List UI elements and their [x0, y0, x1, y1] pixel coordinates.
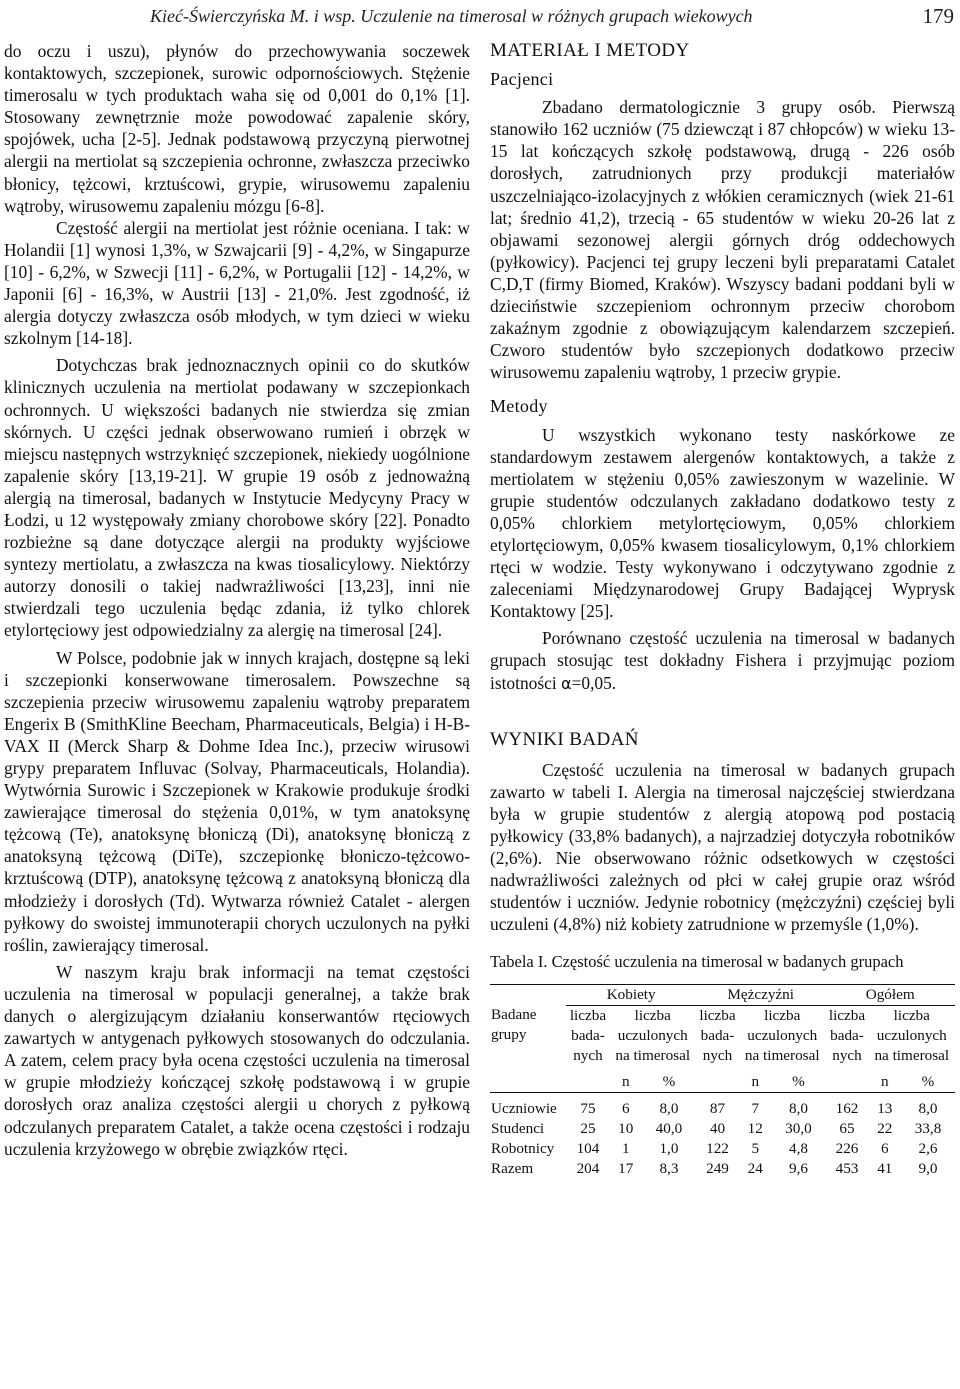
paragraph — [490, 627, 955, 694]
table-cell: 226 — [835, 1139, 859, 1157]
paragraph: Dotychczas brak jednoznacznych opinii co do skutków klinicznych uczulenia na mertiolat podawany w szczepionkach ochronnych. U większości badanych nie stwierdza się zmian skórnych. U części jednak obserwowano rumień i obrzęk w miejscu następnych wstrzyknięć szczepionek, niekiedy uogólnione zapalenie skóry [13,19-21]. W grupie 19 osób z jednoważną alergią na timerosal, badanych w Instytucie Medycyny Pracy w Łodzi, u 12 występowały zmiany chorobowe skóry [22]. Ponadto rozbieżne są dane dotyczące alergii na produkty wyjściowe syntezy mertiolatu, a zwłaszcza na kwas tiosalicylowy. Niektórzy autorzy donosili o takiej nadwrażliwości [13,23], inni nie stwierdzali tego uczulenia będąc zdania, iż tylko chlorek etylortęciowy jest odpowiedzialny za alergię na timerosal [24]. — [4, 355, 470, 641]
table-group-header: Ogółem — [825, 984, 955, 1005]
table-cell: 25 — [580, 1119, 596, 1137]
table-row — [490, 1139, 955, 1159]
table-cell: 17 — [618, 1159, 634, 1177]
data-table — [490, 984, 955, 1179]
paragraph-text: =0,05. — [571, 672, 617, 693]
unit-percent: % — [901, 1066, 955, 1093]
table-cell: 2,6 — [918, 1139, 938, 1157]
table-cell: 22 — [877, 1119, 893, 1137]
table-cell: 13 — [877, 1099, 893, 1117]
table-group-header: Kobiety — [566, 984, 696, 1005]
table-cell: 10 — [618, 1119, 634, 1137]
unit-n: n — [739, 1066, 771, 1093]
table-cell: 8,0 — [918, 1099, 938, 1117]
table-cell: 12 — [747, 1119, 763, 1137]
page-number: 179 — [922, 4, 954, 28]
table-cell: 30,0 — [785, 1119, 812, 1137]
section-heading-results: WYNIKI BADAŃ — [490, 728, 639, 750]
table-cell: 6 — [621, 1099, 630, 1117]
running-header — [150, 4, 954, 30]
unit-n: n — [610, 1066, 642, 1093]
table-cell: 4,8 — [788, 1139, 808, 1157]
unit-n: n — [869, 1066, 901, 1093]
table-cell: 75 — [580, 1099, 596, 1117]
section-heading-methods: MATERIAŁ I METODY — [490, 40, 690, 61]
table-row-label: Uczniowie — [491, 1099, 557, 1117]
table-row-label: Robotnicy — [491, 1139, 555, 1157]
table-row-label: Studenci — [491, 1119, 545, 1137]
table-header-cell: liczba bada- nych — [828, 1006, 866, 1064]
table-group-header: Mężczyźni — [696, 984, 826, 1005]
table-header-cell: liczba bada- nych — [699, 1006, 736, 1064]
table-cell: 40,0 — [655, 1119, 683, 1137]
left-column — [4, 40, 470, 1160]
table-header-cell: liczba uczulonych na timerosal — [874, 1006, 950, 1064]
table-cell: 8,3 — [659, 1159, 679, 1177]
table-cell: 8,0 — [788, 1099, 808, 1117]
subheading-methods: Metody — [490, 396, 548, 417]
table-cell: 65 — [839, 1119, 855, 1137]
table-group-header-row — [490, 984, 955, 1005]
paragraph: Zbadano dermatologicznie 3 grupy osób. Pierwszą stanowiło 162 uczniów (75 dziewcząt i 87 chłopców) w wieku 13-15 lat kończących szkołę podstawową, drugą - 226 osób dorosłych, zatrudnionych przy produkcji materiałów uszczelniająco-izolacyjnych z włókien ceramicznych (wiek 21-61 lat; średnio 41,2), trzecią - 65 studentów w wieku 20-26 lat z objawami sezonowej alergii górnych dróg oddechowych (pyłkowicy). Pacjenci tej grupy leczeni byli preparatami Catalet C,D,T (firmy Biomed, Kraków). Wszyscy badani poddani byli w dzieciństwie szczepieniom ochronnym przeciw chorobom zakaźnym zgodnie z obowiązującym kalendarzem szczepień. Czworo studentów było szczepionych dodatkowo przeciw wirusowemu zapaleniu wątroby, 1 przeciw grypie. — [490, 97, 955, 383]
right-column — [490, 40, 955, 1179]
paragraph: Częstość uczulenia na timerosal w badanych grupach zawarto w tabeli I. Alergia na timerosal najczęściej stwierdzana była w grupie studentów z alergią atopową pod postacią pyłkowicy (33,8% badanych), a najrzadziej dotyczyła robotników (2,6%). Nie obserwowano różnic odsetkowych w częstości nadwrażliwości zależnych od płci w całej grupie oraz wśród studentów i uczniów. Jedynie robotnicy (mężczyźni) częściej byli uczuleni (4,8%) niż kobiety zatrudnione w przemyśle (1,0%). — [490, 759, 955, 935]
table-cell: 9,0 — [918, 1159, 938, 1177]
subheading-patients: Pacjenci — [490, 69, 554, 90]
table-cell: 1 — [621, 1139, 630, 1157]
table-cell: 6 — [880, 1139, 889, 1157]
table-cell: 87 — [709, 1099, 726, 1117]
running-title: Kieć-Świerczyńska M. i wsp. Uczulenie na timerosal w różnych grupach wiekowych — [150, 6, 753, 26]
paragraph-text: Porównano częstość uczulenia na timerosal w badanych grupach stosując test dokładny Fishera i przyjmując poziom istotności — [490, 628, 955, 693]
table-row — [490, 1119, 955, 1139]
table-cell: 5 — [751, 1139, 760, 1157]
paragraph: do oczu i uszu), płynów do przechowywania soczewek kontaktowych, szczepionek, surowic odpornościowych. Stężenie timerosalu w tych produktach waha się od 0,001 do 0,1% [1]. Stosowany zewnętrznie może powodować zapalenie skóry, spojówek, ucha [2-5]. Jednak podstawową przyczyną pierwotnej alergii na mertiolat są szczepienia ochronne, zwłaszcza przeciwko błonicy, tężcowi, krztuścowi, grypie, wirusowemu zapaleniu wątroby, wirusowemu zapaleniu mózgu [6-8]. — [4, 41, 470, 216]
unit-percent: % — [771, 1066, 825, 1093]
table-cell: 33,8 — [914, 1119, 942, 1137]
table-cell: 41 — [877, 1159, 893, 1177]
table-caption: Tabela I. Częstość uczulenia na timerosal w badanych grupach — [490, 952, 904, 972]
table-header-cell: liczba uczulonych na timerosal — [615, 1006, 691, 1064]
unit-percent: % — [642, 1066, 696, 1093]
paragraph: Częstość alergii na mertiolat jest różnie oceniana. I tak: w Holandii [1] wynosi 1,3%, w Szwajcarii [9] - 4,2%, w Singapurze [10] - 6,2%, w Szwecji [11] - 6,2%, w Portugalii [12] - 14,2%, w Japonii [6] - 16,3%, w Austrii [13] - 21,0%. Jest zgodność, iż alergia dotyczy zwłaszcza osób młodych, w tym dzieci w wieku szkolnym [14-18]. — [4, 217, 470, 349]
table-cell: 204 — [576, 1159, 600, 1177]
table-header-row — [490, 1005, 955, 1066]
table-row-label: Razem — [491, 1159, 534, 1177]
paragraph: W naszym kraju brak informacji na temat częstości uczulenia na timerosal w populacji generalnej, a także brak danych o alergizującym działaniu konserwantów rtęciowych zawartych w antygenach pyłkowych stosowanych do odczulania. A zatem, celem pracy była ocena częstości uczulenia na timerosal w grupie młodzieży kończącej szkołę podstawową i w grupie dorosłych oraz analiza częstości alergii u chorych z pyłkową odczulanych preparatem Catalet, a także ocena częstości i rodzaju uczulenia krzyżowego w obrębie związków rtęci. — [4, 961, 470, 1159]
table-header-cell: liczba bada- nych — [569, 1006, 607, 1064]
paragraph: W Polsce, podobnie jak w innych krajach, dostępne są leki i szczepionki konserwowane timerosalem. Powszechne są szczepienia przeciw wirusowemu zapaleniu wątroby preparatem Engerix B (SmithKline Beecham, Pharmaceuticals, Belgia) i H-B-VAX II (Merck Sharp & Dohme Idea Inc.), przeciw wirusowi grypy preparatem Influvac (Solvay, Pharmaceuticals, Holandia). Wytwórnia Surowic i Szczepionek w Krakowie produkuje środki zawierające timerosal do stężenia 0,01%, w tym anatoksynę tężcową (Te), anatoksynę błoniczą (Di), anatoksynę błoniczą z anatoksyną tężcową (DiTe), szczepionkę błoniczo-tężcowo-krztuścową (DTP), anatoksynę tężcową z anatoksyną błoniczą dla młodzieży i dorosłych (Td). Wytwarza również Catalet - alergen pyłkowy do swoistej immunoterapii chorych uczulonych na pyłki roślin, zawierający timerosal. — [4, 647, 470, 955]
table-cell: 40 — [709, 1119, 726, 1137]
table-cell: 453 — [835, 1159, 859, 1177]
table-cell: 162 — [835, 1099, 859, 1117]
table-cell: 24 — [747, 1159, 763, 1177]
table-row-header-cell: Badane grupy — [491, 1006, 537, 1044]
table-units-row — [490, 1066, 955, 1093]
table-cell: 7 — [751, 1099, 760, 1117]
table-cell: 8,0 — [659, 1099, 679, 1117]
table-row — [490, 1159, 955, 1179]
paragraph: U wszystkich wykonano testy naskórkowe ze standardowym zestawem alergenów kontaktowych, a także z mertiolatem w stężeniu 0,05% zawieszonym w wazelinie. W grupie studentów odczulanych zakładano dodatkowo testy z 0,05% chlorkiem metylortęciowym, 0,05% chlorkiem etylortęciowym, 0,05% kwasem tiosalicylowym, 0,1% chlorkiem rtęci w wodzie. Testy wykonywano i odczytywano zgodnie z zaleceniami Międzynarodowej Grupy Badającej Wyprysk Kontaktowy [25]. — [490, 424, 955, 622]
table-cell: 122 — [706, 1139, 729, 1157]
table-header-cell: liczba uczulonych na timerosal — [744, 1006, 820, 1064]
table-cell: 104 — [576, 1139, 600, 1157]
table-cell: 1,0 — [659, 1139, 679, 1157]
table-cell: 249 — [706, 1159, 729, 1177]
table-row — [490, 1092, 955, 1119]
table-cell: 9,6 — [788, 1159, 808, 1177]
alpha-symbol: α — [561, 673, 572, 693]
